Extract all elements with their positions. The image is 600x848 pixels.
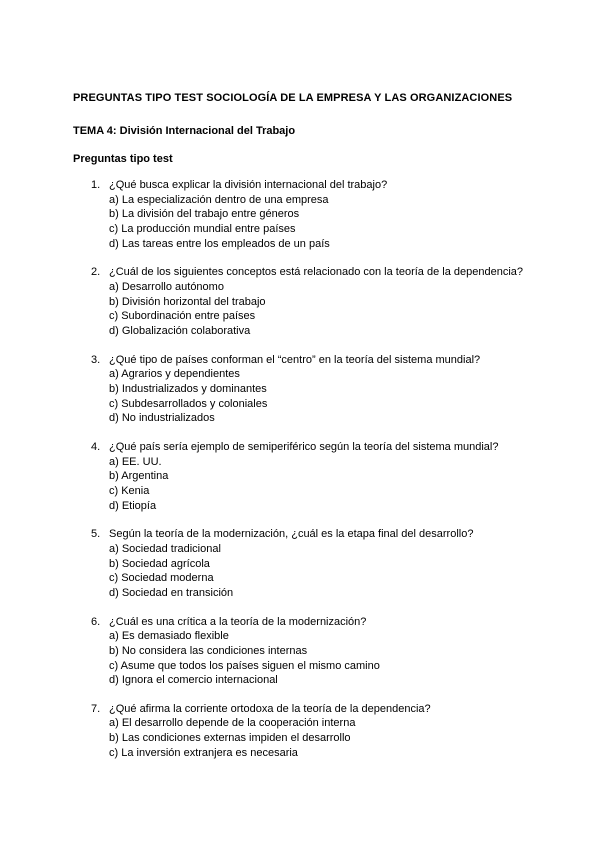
answer-option: d) Etiopía: [109, 499, 157, 512]
answer-option: a) Sociedad tradicional: [109, 542, 221, 555]
answer-option: a) Desarrollo autónomo: [109, 280, 224, 293]
answer-option: c) Subdesarrollados y coloniales: [109, 397, 268, 410]
answer-option: a) El desarrollo depende de la cooperación interna: [109, 717, 356, 730]
answer-option: c) Kenia: [109, 484, 150, 497]
answer-option: b) Las condiciones externas impiden el desarrollo: [109, 732, 351, 745]
answer-option: b) La división del trabajo entre géneros: [109, 208, 300, 221]
question-number: 2.: [91, 266, 101, 279]
answer-option: a) La especialización dentro de una empresa: [109, 193, 329, 206]
question-text: ¿Cuál es una crítica a la teoría de la modernización?: [109, 615, 367, 628]
answer-option: c) La inversión extranjera es necesaria: [109, 746, 298, 759]
answer-option: a) EE. UU.: [109, 455, 162, 468]
topic-title: TEMA 4: División Internacional del Trabajo: [73, 125, 296, 137]
answer-option: d) Globalización colaborativa: [109, 325, 251, 338]
answer-option: d) Las tareas entre los empleados de un país: [109, 237, 330, 250]
question-text: ¿Qué tipo de países conforman el “centro” en la teoría del sistema mundial?: [109, 353, 481, 366]
answer-option: c) Asume que todos los países siguen el mismo camino: [109, 659, 380, 672]
answer-option: c) Subordinación entre países: [109, 310, 256, 323]
question-number: 7.: [91, 702, 101, 715]
document-title: PREGUNTAS TIPO TEST SOCIOLOGÍA DE LA EMPRESA Y LAS ORGANIZACIONES: [73, 92, 513, 104]
answer-option: d) Sociedad en transición: [109, 586, 234, 599]
answer-option: d) No industrializados: [109, 412, 215, 425]
question-number: 5.: [91, 528, 101, 541]
question-text: Según la teoría de la modernización, ¿cuál es la etapa final del desarrollo?: [109, 528, 474, 541]
answer-option: d) Ignora el comercio internacional: [109, 674, 278, 687]
question-text: ¿Qué afirma la corriente ortodoxa de la teoría de la dependencia?: [109, 702, 431, 715]
question-text: ¿Qué busca explicar la división internacional del trabajo?: [109, 179, 388, 191]
question-text: ¿Qué país sería ejemplo de semiperiférico según la teoría del sistema mundial?: [109, 440, 499, 453]
answer-option: b) No considera las condiciones internas: [109, 644, 308, 657]
answer-option: b) Industrializados y dominantes: [109, 382, 267, 395]
answer-option: a) Agrarios y dependientes: [109, 368, 240, 381]
question-number: 6.: [91, 615, 101, 628]
question-number: 4.: [91, 440, 101, 453]
section-title: Preguntas tipo test: [73, 153, 173, 165]
answer-option: a) Es demasiado flexible: [109, 630, 229, 643]
answer-option: b) Sociedad agrícola: [109, 557, 210, 570]
question-number: 3.: [91, 353, 101, 366]
question-text: ¿Cuál de los siguientes conceptos está relacionado con la teoría de la dependencia?: [109, 266, 523, 279]
answer-option: b) Argentina: [109, 470, 169, 483]
answer-option: b) División horizontal del trabajo: [109, 295, 266, 308]
question-number: 1.: [91, 179, 101, 191]
answer-option: c) La producción mundial entre países: [109, 223, 296, 236]
answer-option: c) Sociedad moderna: [109, 572, 214, 585]
